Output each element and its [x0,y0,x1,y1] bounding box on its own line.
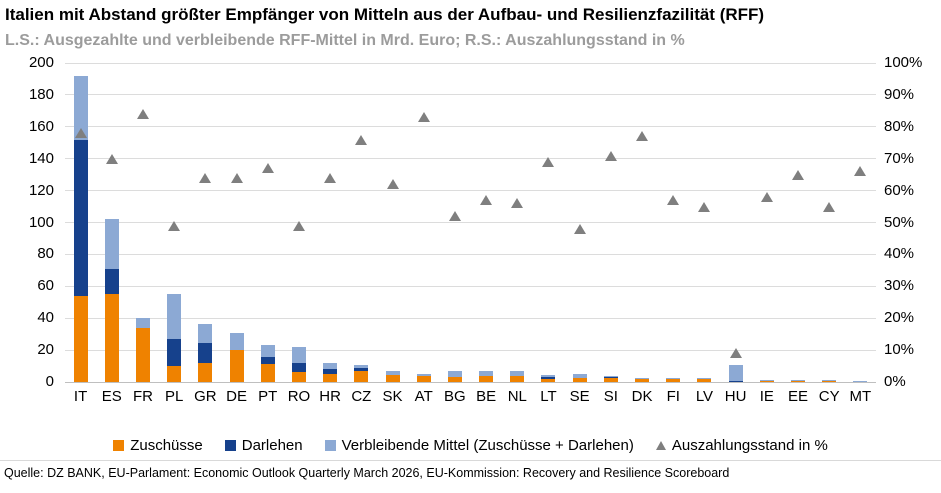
payout-percentage-marker [449,211,461,221]
bar-segment-verbleibend [167,294,181,339]
x-axis-category-label: MT [849,388,872,405]
payout-percentage-marker [168,221,180,231]
x-axis-category-label: IE [759,388,774,405]
left-axis-tick-label: 140 [28,149,54,167]
bar-segment-verbleibend [760,380,774,381]
x-axis-category-label: PT [258,388,278,405]
bar-segment-zuschuesse [198,363,212,382]
bar-segment-zuschuesse [323,374,337,382]
divider-line [0,460,941,461]
bar-segment-zuschuesse [167,366,181,382]
payout-percentage-marker [480,195,492,205]
bar-segment-verbleibend [822,380,836,381]
payout-percentage-marker [730,348,742,358]
legend-label: Auszahlungsstand in % [671,437,828,454]
payout-percentage-marker [761,192,773,202]
gridline [65,63,876,64]
bar-segment-zuschuesse [541,379,555,382]
bar-segment-verbleibend [604,376,618,377]
x-axis-category-label: BG [444,388,466,405]
payout-percentage-marker [792,170,804,180]
payout-percentage-marker [106,154,118,164]
payout-percentage-marker [542,157,554,167]
bar-segment-darlehen [729,381,743,382]
right-axis-tick-label: 80% [884,117,915,135]
bar-segment-zuschuesse [261,364,275,382]
bar-segment-verbleibend [791,380,805,381]
right-axis-tick-label: 30% [884,277,915,295]
bar-segment-verbleibend [573,374,587,378]
left-axis-tick-label: 160 [28,117,54,135]
payout-percentage-marker [854,166,866,176]
gridline [65,286,876,287]
bar-segment-verbleibend [136,318,150,328]
legend-item-verbleibende-mittel [325,437,634,454]
x-axis-category-label: ES [101,388,122,405]
legend-item-auszahlungsstand [656,437,828,454]
x-axis-category-label: PL [164,388,184,405]
square-swatch-icon [225,440,236,451]
bar-segment-zuschuesse [573,378,587,382]
bar-segment-zuschuesse [354,371,368,382]
payout-percentage-marker [418,112,430,122]
bar-segment-verbleibend [292,347,306,364]
payout-percentage-marker [231,173,243,183]
bar-segment-verbleibend [729,365,743,380]
bar-segment-zuschuesse [105,294,119,382]
bar-segment-darlehen [198,343,212,362]
bar-segment-darlehen [167,339,181,366]
payout-percentage-marker [324,173,336,183]
left-axis-tick-label: 180 [28,85,54,103]
bar-segment-verbleibend [697,378,711,379]
x-axis-category-label: IT [73,388,88,405]
x-axis-category-label: CZ [351,388,372,405]
bar-segment-darlehen [74,140,88,296]
chart-title: Italien mit Abstand größter Empfänger von Mitteln aus der Aufbau- und Resilienzfazilität (RFF) [5,5,765,24]
payout-percentage-marker [698,202,710,212]
x-axis-category-label: RO [287,388,311,405]
legend-label: Darlehen [241,437,303,454]
bar-segment-verbleibend [666,378,680,379]
x-axis-line [65,382,876,383]
right-axis-tick-label: 100% [884,54,923,71]
x-axis-category-label: GR [194,388,217,405]
bar-segment-verbleibend [198,324,212,343]
left-axis-tick-label: 100 [28,213,54,231]
square-swatch-icon [325,440,336,451]
bar-segment-zuschuesse [666,379,680,382]
x-axis-category-label: LT [540,388,557,405]
left-axis-tick-label: 40 [37,309,54,327]
bar-segment-zuschuesse [292,372,306,382]
right-axis-tick-label: 70% [884,149,915,167]
bar-segment-zuschuesse [510,376,524,382]
gridline [65,254,876,255]
left-axis-tick-label: 60 [37,277,54,295]
bar-segment-darlehen [105,269,119,295]
x-axis-category-label: EE [788,388,809,405]
bar-segment-verbleibend [510,371,524,376]
x-axis-category-label: AT [414,388,433,405]
bar-segment-verbleibend [448,371,462,377]
bar-segment-darlehen [323,369,337,374]
right-axis-tick-label: 10% [884,341,915,359]
gridline [65,318,876,319]
right-axis-tick-label: 90% [884,85,915,103]
x-axis-category-label: FI [666,388,680,405]
gridline [65,126,876,127]
bar-segment-zuschuesse [479,376,493,382]
payout-percentage-marker [262,163,274,173]
left-axis-tick-label: 120 [28,181,54,199]
bar-segment-verbleibend [635,378,649,379]
x-axis-category-label: HU [724,388,747,405]
bar-segment-darlehen [261,357,275,363]
right-axis-tick-label: 0% [884,373,906,390]
left-axis-tick-label: 20 [37,341,54,359]
left-axis-tick-label: 80 [37,245,54,263]
payout-percentage-marker [293,221,305,231]
x-axis-category-label: HR [319,388,341,405]
chart-subtitle: L.S.: Ausgezahlte und verbleibende RFF-Mittel in Mrd. Euro; R.S.: Auszahlungsstand in % [5,32,685,49]
x-axis-category-label: SI [603,388,618,405]
x-axis-category-label: FR [132,388,153,405]
payout-percentage-marker [199,173,211,183]
x-axis-category-label: CY [818,388,840,405]
bar-segment-verbleibend [105,219,119,269]
bar-segment-verbleibend [261,345,275,357]
left-axis-tick-label: 200 [28,54,54,71]
gridline [65,158,876,159]
bar-segment-verbleibend [853,381,867,382]
payout-percentage-marker [574,224,586,234]
bar-segment-darlehen [354,368,368,371]
bar-segment-zuschuesse [604,378,618,382]
x-axis-category-label: DE [226,388,247,405]
bar-segment-verbleibend [323,363,337,370]
bar-segment-verbleibend [230,333,244,351]
gridline [65,190,876,191]
x-axis-category-label: DK [631,388,653,405]
legend-label: Zuschüsse [130,437,203,454]
x-axis-category-label: BE [476,388,497,405]
bar-segment-verbleibend [386,371,400,376]
source-note: Quelle: DZ BANK, EU-Parlament: Economic Outlook Quarterly March 2026, EU-Kommission: Recovery and Resilience Scoreboard [4,466,730,480]
x-axis-category-label: SE [569,388,590,405]
payout-percentage-marker [667,195,679,205]
right-axis-tick-label: 60% [884,181,915,199]
bar-segment-darlehen [292,363,306,371]
payout-percentage-marker [636,131,648,141]
legend [65,437,876,454]
payout-percentage-marker [355,135,367,145]
payout-percentage-marker [137,109,149,119]
right-axis-tick-label: 20% [884,309,915,327]
bar-segment-verbleibend [354,365,368,368]
bar-segment-zuschuesse [635,379,649,382]
payout-percentage-marker [605,151,617,161]
bar-segment-verbleibend [417,374,431,376]
x-axis-category-label: LV [695,388,714,405]
bar-segment-darlehen [541,377,555,379]
bar-segment-zuschuesse [697,379,711,382]
square-swatch-icon [113,440,124,451]
bar-segment-zuschuesse [136,328,150,382]
bar-segment-zuschuesse [448,377,462,382]
x-axis-category-label: NL [507,388,527,405]
gridline [65,350,876,351]
bar-segment-zuschuesse [74,296,88,382]
right-axis-tick-label: 50% [884,213,915,231]
payout-percentage-marker [387,179,399,189]
payout-percentage-marker [823,202,835,212]
bar-segment-verbleibend [479,371,493,376]
legend-label: Verbleibende Mittel (Zuschüsse + Darlehen) [341,437,634,454]
bar-segment-zuschuesse [386,375,400,382]
bar-segment-zuschuesse [230,350,244,382]
bar-segment-verbleibend [541,375,555,377]
gridline [65,222,876,223]
payout-percentage-marker [75,128,87,138]
payout-percentage-marker [511,198,523,208]
legend-item-darlehen [225,437,303,454]
gridline [65,94,876,95]
legend-item-zuschuesse [113,437,203,454]
bar-segment-zuschuesse [417,376,431,382]
x-axis-category-label: SK [382,388,403,405]
triangle-marker-icon [656,441,666,450]
right-axis-tick-label: 40% [884,245,915,263]
left-axis-tick-label: 0 [45,373,54,390]
